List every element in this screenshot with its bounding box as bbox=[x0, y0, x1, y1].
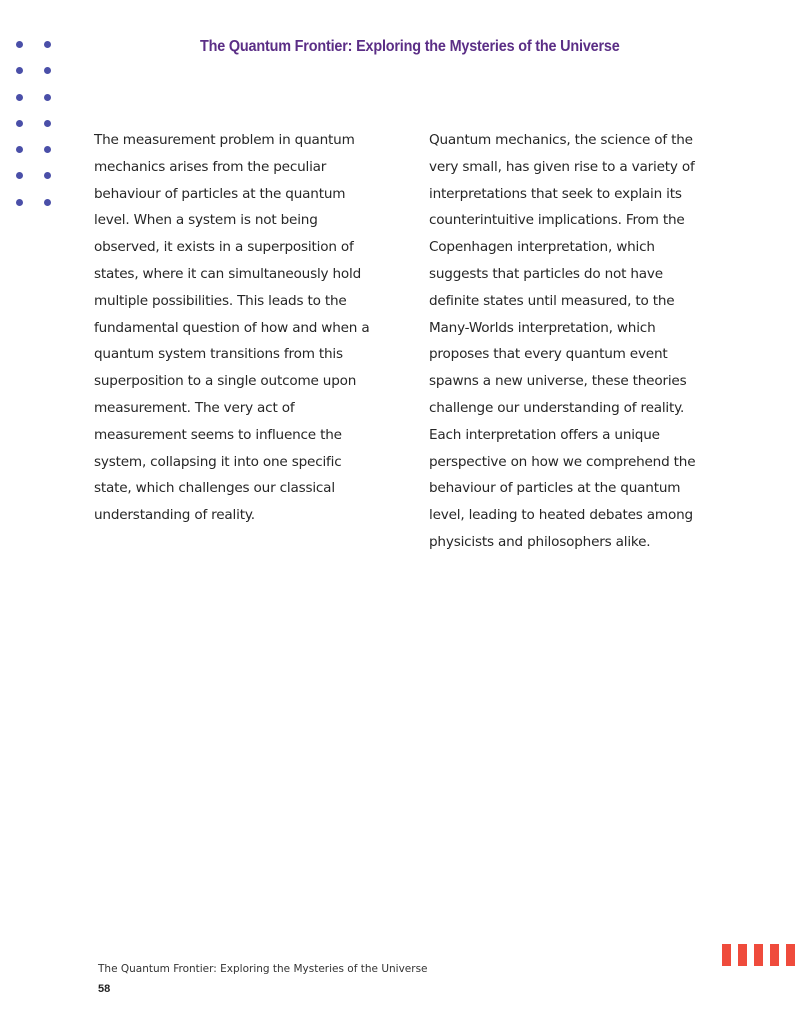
dot-icon bbox=[44, 146, 51, 153]
dot-icon bbox=[16, 146, 23, 153]
dot-icon bbox=[16, 41, 23, 48]
decorative-bar-group bbox=[722, 944, 795, 966]
right-paragraph: Quantum mechanics, the science of the very small, has given rise to a variety of interpretations that seek to explain its counterintuitive implications. From the Copenhagen interpretation, which suggests that particles do not have definite states until measured, to the Many-Worlds interpretation, which proposes that every quantum event spawns a new universe, these theories challenge our understanding of reality. Each interpretation offers a unique perspective on how we comprehend the behaviour of particles at the quantum level, leading to heated debates among physicists and philosophers alike. bbox=[429, 132, 696, 550]
bar-icon bbox=[770, 944, 779, 966]
bar-icon bbox=[738, 944, 747, 966]
left-paragraph: The measurement problem in quantum mechanics arises from the peculiar behaviour of particles at the quantum level. When a system is not being observed, it exists in a superposition of states, where it can simultaneously hold multiple possibilities. This leads to the fundamental question of how and when a quantum system transitions from this superposition to a single outcome upon measurement. The very act of measurement seems to influence the system, collapsing it into one specific state, which challenges our classical understanding of reality. bbox=[94, 132, 370, 524]
dot-icon bbox=[16, 172, 23, 179]
dot-icon bbox=[16, 199, 23, 206]
dot-icon bbox=[44, 67, 51, 74]
dot-icon bbox=[44, 172, 51, 179]
right-text-column bbox=[429, 127, 714, 556]
footer-title: The Quantum Frontier: Exploring the Mysteries of the Universe bbox=[98, 963, 428, 975]
dot-icon bbox=[16, 120, 23, 127]
dot-icon bbox=[44, 94, 51, 101]
page-header-title: The Quantum Frontier: Exploring the Mysteries of the Universe bbox=[200, 38, 620, 55]
dot-icon bbox=[16, 94, 23, 101]
dot-icon bbox=[44, 199, 51, 206]
bar-icon bbox=[754, 944, 763, 966]
decorative-dot-grid bbox=[16, 41, 54, 206]
dot-icon bbox=[44, 120, 51, 127]
bar-icon bbox=[722, 944, 731, 966]
bar-icon bbox=[786, 944, 795, 966]
left-text-column bbox=[94, 127, 379, 529]
dot-icon bbox=[16, 67, 23, 74]
dot-icon bbox=[44, 41, 51, 48]
page-number: 58 bbox=[98, 983, 111, 995]
